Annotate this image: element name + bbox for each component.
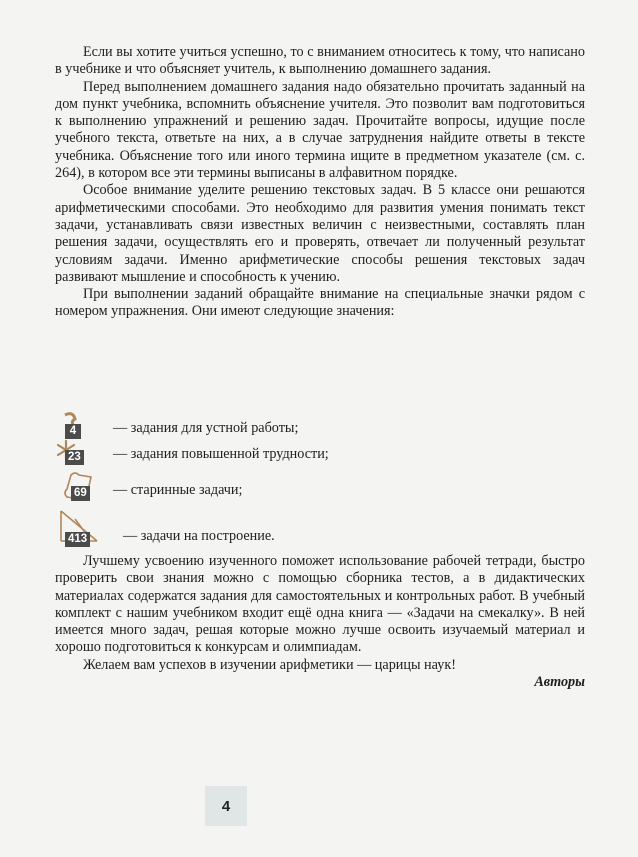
- intro-text: [55, 44, 585, 321]
- paragraph: Особое внимание уделите решению текстовых задач. В 5 классе они решаются арифметическими способами. Это необходимо для развития умения понимать текст задачи, устанавливать связи известных величин с неизвестными, составлять план решения задачи, осуществлять его и проверять, отвечает ли полученный результат условиям задачи. Именно арифметические способы решения текстовых задач развивают мышление и способность к учению.: [55, 182, 585, 285]
- legend-item-hard: [55, 436, 329, 472]
- paragraph: При выполнении заданий обращайте внимание на специальные значки рядом с номером упражнения. Они имеют следующие значения:: [55, 286, 585, 320]
- page-number: 4: [205, 786, 247, 826]
- legend-label: — задачи на построение.: [123, 527, 275, 544]
- exercise-badge: 23: [65, 450, 84, 465]
- outro-text: [55, 553, 585, 691]
- legend-item-ancient: [55, 472, 242, 508]
- paragraph: Если вы хотите учиться успешно, то с вниманием относитесь к тому, что написано в учебнике и что объясняет учитель, к выполнению домашнего задания.: [55, 44, 585, 78]
- author-signature: Авторы: [534, 674, 585, 691]
- paragraph: Лучшему усвоению изученного поможет использование рабочей тетради, быстро проверить свои знания можно с помощью сборника тестов, а в дидактических материалах содержатся задания для самостоятельных и контрольных работ. В учебный комплект с нашим учебником входит ещё одна книга — «Задачи на смекалку». В ней имеется много задач, решая которые можно лучше освоить изучаемый материал и хорошо подготовиться к конкурсам и олимпиадам.: [55, 553, 585, 656]
- exercise-badge: 4: [65, 424, 81, 439]
- paragraph: Перед выполнением домашнего задания надо обязательно прочитать заданный на дом пункт учебника, вспомнить объяснение учителя. Это позволит вам подготовиться к выполнению упражнений и решению задач. Прочитайте вопросы, идущие после учебного текста, ответьте на них, а в случае затруднения найдите ответы в тексте учебника. Объяснение того или иного термина ищите в предметном указателе (см. с. 264), в котором все эти термины выписаны в алфавитном порядке.: [55, 78, 585, 182]
- legend-label: — задания для устной работы;: [113, 419, 299, 436]
- legend-label: — старинные задачи;: [113, 481, 243, 498]
- exercise-badge: 69: [71, 486, 90, 501]
- exercise-badge: 413: [65, 532, 90, 547]
- legend-label: — задания повышенной трудности;: [113, 445, 329, 462]
- closing-wish: Желаем вам успехов в изучении арифметики — царицы наук!: [83, 656, 456, 673]
- legend-item-construction: [55, 518, 275, 554]
